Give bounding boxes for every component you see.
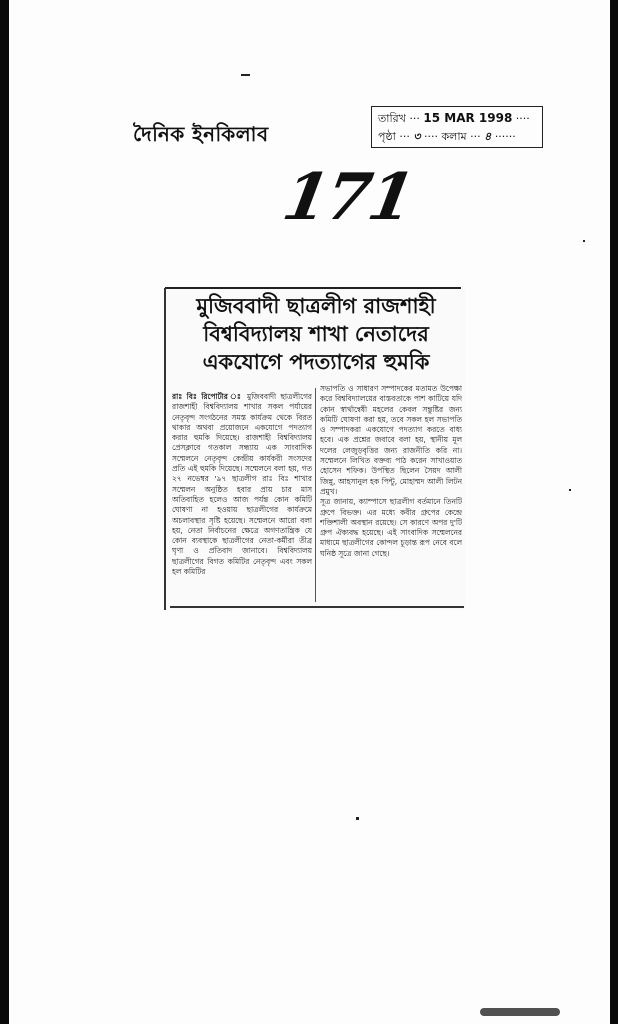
scan-speck: [356, 817, 359, 820]
stamp-column-label: কলাম: [441, 130, 467, 143]
article-column-right: [320, 384, 462, 600]
stamp-page-label: পৃষ্ঠা: [378, 130, 396, 143]
scan-edge-right: [610, 0, 618, 1024]
stamp-page-value: ৩: [413, 130, 421, 143]
article-body-left: মুজিববাদী ছাত্রলীগের রাজশাহী বিশ্ববিদ্যালয় শাখার সকল পর্যায়ের নেতৃবৃন্দ সংগঠনের সমস্ত কার্যক্রম থেকে বিরত থাকার অথবা প্রয়োজনে একযোগে পদত্যাগ করার হুমকি দিয়েছে। রাজশাহী বিশ্ববিদ্যালয় প্রেসক্লাবে গতকাল সন্ধ্যায় এক সাংবাদিক সম্মেলনে নেতৃবৃন্দ কেন্দ্রীয় কার্যকরী সংসদের প্রতি এই হুমকি দিয়েছে। সম্মেলনে বলা হয়, গত ২৭ নভেম্বর '৯৭ ছাত্রলীগ রাঃ বিঃ শাখার সম্মেলন অনুষ্ঠিত হবার প্রায় চার মাস অতিবাহিত হলেও আজ পর্যন্ত কোন কমিটি ঘোষণা না হওয়ায় ছাত্রলীগের কার্যক্রমে অচলাবস্থার সৃষ্টি হয়েছে। সম্মেলনে আরো বলা হয়, নেতা নির্বাচনের ক্ষেত্রে অগণতান্ত্রিক যে কোন ব্যবস্থাকে ছাত্রলীগের নেতা-কর্মীরা তীব্র ঘৃণা ও প্রতিবাদ জানাবে। বিশ্ববিদ্যালয় ছাত্রলীগের বিগত কমিটির নেতৃবৃন্দ এবং সকল হল কমিটির: [172, 392, 312, 577]
column-divider: [315, 388, 316, 602]
stamp-date-label: তারিখ: [378, 112, 406, 125]
scan-edge-left: [0, 0, 9, 1024]
article-byline: রাঃ বিঃ রিপোর্টার ঃ: [172, 392, 243, 401]
stamp-date-row: তারিখ ··· 15 MAR 1998 ····: [378, 111, 530, 125]
scan-speck: [569, 489, 571, 491]
article-headline: [170, 292, 462, 376]
article-body-right-paragraph-2: সূত্র জানায়, ক্যাম্পাসে ছাত্রলীগ বর্তমানে তিনটি গ্রুপে বিভক্ত। এর মধ্যে কবীর গ্রুপের কেন্দ্রে শক্তিশালী অবস্থান রয়েছে। সে কারণে অপর দু'টি গ্রুপ ঐক্যবদ্ধ হয়েছে। এই সাংবাদিক সম্মেলনের মাধ্যমে ছাত্রলীগের কোন্দল চূড়ান্ত রূপ নেবে বলে ঘনিষ্ঠ সূত্রে জানা গেছে।: [320, 497, 462, 558]
stamp-date-value: 15 MAR 1998: [423, 111, 513, 125]
article-column-left: [172, 392, 312, 604]
headline-line-1: মুজিববাদী ছাত্রলীগ রাজশাহী: [196, 294, 436, 318]
headline-line-3: একযোগে পদত্যাগের হুমকি: [202, 350, 430, 374]
stamp-column-value: ৪: [484, 130, 492, 143]
publication-name: দৈনিক ইনকিলাব: [133, 122, 269, 146]
clipping-edge-left: [164, 288, 166, 610]
clipping-edge-bottom: [170, 606, 464, 608]
handwritten-folio-number: 171: [277, 160, 419, 235]
headline-line-2: বিশ্ববিদ্যালয় শাখা নেতাদের: [203, 322, 429, 346]
archive-stamp: [371, 106, 543, 148]
clipping-edge-top: [165, 287, 461, 289]
scan-mark: [241, 74, 250, 76]
stamp-page-row: পৃষ্ঠা ··· ৩ ···· কলাম ··· ৪ ······: [378, 130, 516, 143]
scan-speck: [583, 240, 585, 242]
article-body-right-paragraph-1: সভাপতি ও সাধারণ সম্পাদকের মতামত উপেক্ষা করে বিশ্ববিদ্যালয়ের বাস্তবতাকে পাশ কাটিয়ে যদি কোন স্বার্থান্বেষী মহলের কেবল সন্তুষ্টির জন্য কমিটি ঘোষণা করা হয়, তবে সকল হল সভাপতি ও সম্পাদকরা একযোগে পদত্যাগ করতে বাধ্য হবে। এক প্রশ্নের জবাবে বলা হয়, স্থানীয় মূল দলের লেজুড়বৃত্তির জন্য রাজনীতি করি না। সম্মেলনে লিখিত বক্তব্য পাঠ করেন সাখাওয়াত হোসেন শফিক। উপস্থিত ছিলেন সৈয়দ আলী জিন্নু, আহসানুল হক পিন্টু, মোহাম্মদ আলী লিটন প্রমুখ।: [320, 384, 462, 496]
scan-smudge: [480, 1008, 560, 1016]
